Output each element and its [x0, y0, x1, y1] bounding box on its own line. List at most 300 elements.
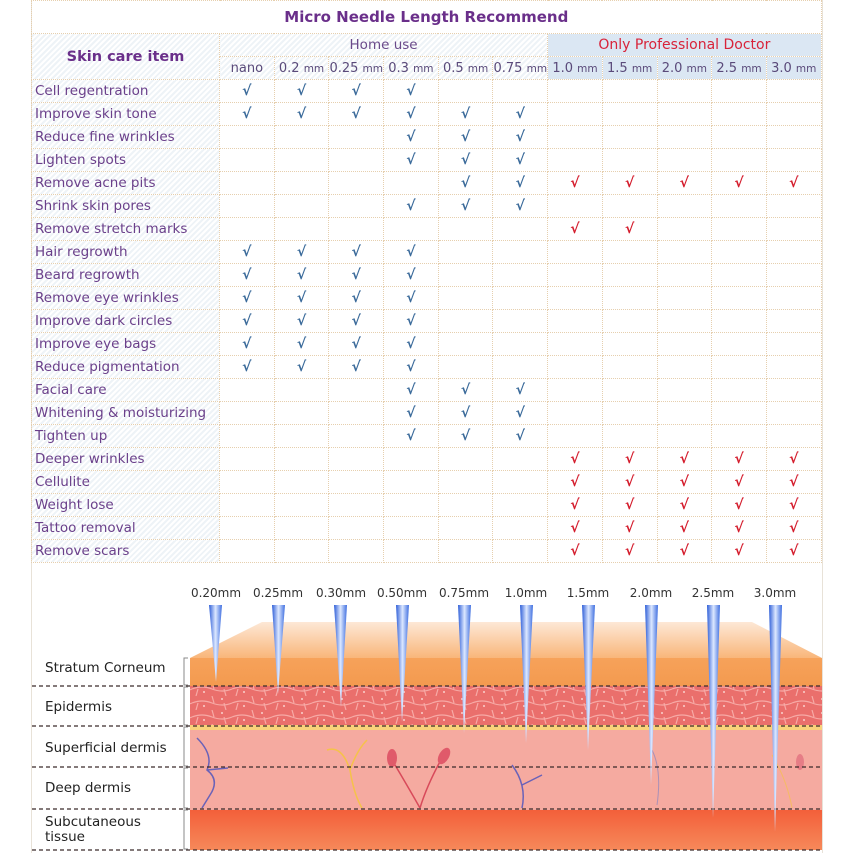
table-row	[32, 333, 822, 356]
empty-cell	[602, 80, 657, 103]
empty-cell	[384, 471, 439, 494]
empty-cell	[438, 494, 493, 517]
needle-length-label: 3.0mm	[753, 586, 797, 600]
empty-cell	[274, 448, 329, 471]
needle-size-unit: mm	[686, 62, 707, 75]
needle-size-header	[384, 57, 439, 80]
empty-cell	[548, 149, 603, 172]
check-mark-icon: √	[493, 103, 548, 126]
empty-cell	[274, 517, 329, 540]
table-row	[32, 287, 822, 310]
empty-cell	[274, 471, 329, 494]
professional-header: Only Professional Doctor	[548, 34, 822, 57]
needle-length-label: 2.0mm	[629, 586, 673, 600]
empty-cell	[438, 517, 493, 540]
check-mark-icon: √	[274, 333, 329, 356]
empty-cell	[220, 172, 275, 195]
empty-cell	[493, 494, 548, 517]
empty-cell	[493, 218, 548, 241]
empty-cell	[438, 287, 493, 310]
check-mark-icon: √	[493, 402, 548, 425]
empty-cell	[329, 494, 384, 517]
empty-cell	[438, 333, 493, 356]
check-mark-icon: √	[438, 103, 493, 126]
empty-cell	[548, 195, 603, 218]
empty-cell	[712, 310, 767, 333]
empty-cell	[329, 149, 384, 172]
skin-care-item-label: Cellulite	[32, 471, 220, 494]
empty-cell	[274, 218, 329, 241]
check-mark-icon: √	[329, 333, 384, 356]
check-mark-icon: √	[384, 149, 439, 172]
check-mark-icon: √	[712, 540, 767, 563]
empty-cell	[766, 310, 821, 333]
skin-care-item-label: Facial care	[32, 379, 220, 402]
table-row	[32, 172, 822, 195]
needle-size-unit: mm	[795, 62, 817, 75]
empty-cell	[712, 218, 767, 241]
empty-cell	[220, 218, 275, 241]
check-mark-icon: √	[438, 425, 493, 448]
table-row	[32, 126, 822, 149]
needle-size-unit: mm	[741, 62, 762, 75]
empty-cell	[548, 287, 603, 310]
empty-cell	[766, 425, 821, 448]
table-row	[32, 494, 822, 517]
empty-cell	[712, 356, 767, 379]
empty-cell	[493, 80, 548, 103]
check-mark-icon: √	[766, 471, 821, 494]
empty-cell	[384, 448, 439, 471]
needle-size-unit: mm	[362, 62, 383, 75]
check-mark-icon: √	[274, 310, 329, 333]
empty-cell	[657, 310, 712, 333]
empty-cell	[766, 218, 821, 241]
empty-cell	[493, 310, 548, 333]
check-mark-icon: √	[548, 172, 603, 195]
check-mark-icon: √	[384, 379, 439, 402]
check-mark-icon: √	[274, 80, 329, 103]
needle-size-value: 0.3	[388, 60, 409, 76]
empty-cell	[329, 471, 384, 494]
needle-length-label: 1.5mm	[566, 586, 610, 600]
needle-size-value: 0.5	[442, 60, 464, 76]
empty-cell	[712, 379, 767, 402]
skin-care-item-label: Remove stretch marks	[32, 218, 220, 241]
needle-length-label: 0.50mm	[376, 586, 428, 600]
table-row	[32, 356, 822, 379]
needle-size-unit: mm	[413, 62, 434, 75]
needle-size-header	[329, 57, 384, 80]
check-mark-icon: √	[493, 126, 548, 149]
empty-cell	[274, 126, 329, 149]
empty-cell	[220, 126, 275, 149]
empty-cell	[384, 494, 439, 517]
home-use-header: Home use	[220, 34, 548, 57]
empty-cell	[220, 540, 275, 563]
empty-cell	[438, 241, 493, 264]
check-mark-icon: √	[712, 517, 767, 540]
empty-cell	[657, 149, 712, 172]
table-row	[32, 517, 822, 540]
layer-label-superficial-dermis: Superficial dermis	[45, 740, 167, 756]
empty-cell	[657, 333, 712, 356]
skin-care-item-label: Improve eye bags	[32, 333, 220, 356]
empty-cell	[384, 517, 439, 540]
empty-cell	[766, 195, 821, 218]
needle-size-header	[493, 57, 548, 80]
empty-cell	[548, 425, 603, 448]
empty-cell	[220, 402, 275, 425]
empty-cell	[493, 241, 548, 264]
needle-size-value: 0.25	[329, 60, 359, 76]
table-row	[32, 402, 822, 425]
empty-cell	[329, 195, 384, 218]
skin-care-item-header: Skin care item	[32, 34, 220, 80]
needle-size-value: 1.0	[552, 60, 573, 76]
empty-cell	[384, 218, 439, 241]
check-mark-icon: √	[657, 471, 712, 494]
skin-care-item-label: Weight lose	[32, 494, 220, 517]
check-mark-icon: √	[548, 448, 603, 471]
check-mark-icon: √	[384, 241, 439, 264]
check-mark-icon: √	[602, 448, 657, 471]
check-mark-icon: √	[766, 540, 821, 563]
table-row	[32, 218, 822, 241]
empty-cell	[766, 126, 821, 149]
empty-cell	[766, 264, 821, 287]
empty-cell	[657, 287, 712, 310]
empty-cell	[657, 241, 712, 264]
layer-label-epidermis: Epidermis	[45, 699, 112, 715]
needle-size-unit: mm	[467, 62, 489, 75]
skin-care-item-label: Improve skin tone	[32, 103, 220, 126]
table-row	[32, 80, 822, 103]
check-mark-icon: √	[384, 333, 439, 356]
needle-size-unit: mm	[577, 62, 598, 75]
check-mark-icon: √	[712, 471, 767, 494]
check-mark-icon: √	[548, 494, 603, 517]
needle-size-value: 0.2	[278, 60, 300, 76]
table-row	[32, 149, 822, 172]
check-mark-icon: √	[657, 540, 712, 563]
skin-care-item-label: Whitening & moisturizing	[32, 402, 220, 425]
empty-cell	[329, 172, 384, 195]
empty-cell	[329, 448, 384, 471]
check-mark-icon: √	[329, 80, 384, 103]
skin-care-item-label: Shrink skin pores	[32, 195, 220, 218]
empty-cell	[274, 425, 329, 448]
needle-size-value: 0.75	[493, 60, 523, 76]
check-mark-icon: √	[220, 356, 275, 379]
empty-cell	[602, 149, 657, 172]
skin-care-item-label: Reduce pigmentation	[32, 356, 220, 379]
empty-cell	[220, 517, 275, 540]
skin-care-item-label: Hair regrowth	[32, 241, 220, 264]
empty-cell	[712, 195, 767, 218]
empty-cell	[657, 126, 712, 149]
needle-size-unit: mm	[526, 62, 548, 75]
check-mark-icon: √	[602, 172, 657, 195]
check-mark-icon: √	[329, 241, 384, 264]
check-mark-icon: √	[384, 80, 439, 103]
empty-cell	[602, 356, 657, 379]
empty-cell	[220, 195, 275, 218]
empty-cell	[438, 80, 493, 103]
check-mark-icon: √	[548, 540, 603, 563]
empty-cell	[657, 264, 712, 287]
check-mark-icon: √	[438, 195, 493, 218]
check-mark-icon: √	[766, 448, 821, 471]
check-mark-icon: √	[384, 264, 439, 287]
empty-cell	[712, 287, 767, 310]
empty-cell	[766, 241, 821, 264]
empty-cell	[548, 103, 603, 126]
skin-care-item-label: Deeper wrinkles	[32, 448, 220, 471]
check-mark-icon: √	[274, 356, 329, 379]
empty-cell	[438, 471, 493, 494]
layer-label-stratum-corneum: Stratum Corneum	[45, 660, 166, 676]
needle-size-unit: mm	[631, 62, 653, 75]
empty-cell	[712, 241, 767, 264]
empty-cell	[602, 287, 657, 310]
needle-length-label: 2.5mm	[691, 586, 735, 600]
empty-cell	[548, 241, 603, 264]
needle-length-label: 0.30mm	[315, 586, 367, 600]
needle-length-label: 1.0mm	[504, 586, 548, 600]
check-mark-icon: √	[220, 80, 275, 103]
empty-cell	[438, 448, 493, 471]
check-mark-icon: √	[493, 172, 548, 195]
empty-cell	[766, 356, 821, 379]
needle-size-header	[220, 57, 275, 80]
check-mark-icon: √	[602, 494, 657, 517]
empty-cell	[657, 80, 712, 103]
needle-length-table	[31, 0, 822, 563]
layer-label-subcutaneous-tissue: Subcutaneous tissue	[45, 814, 141, 845]
check-mark-icon: √	[712, 172, 767, 195]
empty-cell	[548, 356, 603, 379]
check-mark-icon: √	[220, 333, 275, 356]
needle-size-value: 2.5	[716, 60, 738, 76]
check-mark-icon: √	[766, 517, 821, 540]
empty-cell	[766, 287, 821, 310]
empty-cell	[766, 149, 821, 172]
check-mark-icon: √	[329, 103, 384, 126]
needle-size-header	[766, 57, 821, 80]
empty-cell	[329, 540, 384, 563]
empty-cell	[220, 448, 275, 471]
check-mark-icon: √	[329, 356, 384, 379]
empty-cell	[712, 425, 767, 448]
empty-cell	[766, 333, 821, 356]
empty-cell	[274, 195, 329, 218]
empty-cell	[766, 103, 821, 126]
check-mark-icon: √	[438, 402, 493, 425]
table-row	[32, 310, 822, 333]
needle-size-value: 1.5	[607, 60, 628, 76]
empty-cell	[602, 195, 657, 218]
check-mark-icon: √	[766, 172, 821, 195]
empty-cell	[384, 172, 439, 195]
empty-cell	[493, 333, 548, 356]
empty-cell	[602, 310, 657, 333]
chart-title: Micro Needle Length Recommend	[32, 1, 822, 34]
empty-cell	[712, 264, 767, 287]
empty-cell	[712, 402, 767, 425]
empty-cell	[438, 310, 493, 333]
skin-care-item-label: Improve dark circles	[32, 310, 220, 333]
empty-cell	[712, 149, 767, 172]
check-mark-icon: √	[384, 195, 439, 218]
empty-cell	[657, 103, 712, 126]
check-mark-icon: √	[220, 287, 275, 310]
check-mark-icon: √	[493, 379, 548, 402]
check-mark-icon: √	[274, 287, 329, 310]
needle-size-unit: mm	[303, 62, 325, 75]
empty-cell	[548, 333, 603, 356]
empty-cell	[329, 126, 384, 149]
empty-cell	[657, 195, 712, 218]
needle-length-label: 0.20mm	[190, 586, 242, 600]
empty-cell	[329, 218, 384, 241]
empty-cell	[274, 149, 329, 172]
check-mark-icon: √	[274, 241, 329, 264]
empty-cell	[602, 103, 657, 126]
table-row	[32, 195, 822, 218]
needle-size-value: 3.0	[771, 60, 792, 76]
empty-cell	[438, 540, 493, 563]
check-mark-icon: √	[548, 517, 603, 540]
check-mark-icon: √	[657, 448, 712, 471]
check-mark-icon: √	[329, 264, 384, 287]
check-mark-icon: √	[220, 241, 275, 264]
check-mark-icon: √	[220, 310, 275, 333]
empty-cell	[274, 402, 329, 425]
empty-cell	[493, 517, 548, 540]
empty-cell	[548, 310, 603, 333]
needle-size-value: 2.0	[661, 60, 683, 76]
check-mark-icon: √	[438, 172, 493, 195]
skin-care-item-label: Beard regrowth	[32, 264, 220, 287]
check-mark-icon: √	[493, 149, 548, 172]
skin-care-item-label: Remove eye wrinkles	[32, 287, 220, 310]
empty-cell	[657, 425, 712, 448]
skin-layer-diagram	[32, 570, 822, 853]
empty-cell	[766, 379, 821, 402]
skin-care-item-label: Tighten up	[32, 425, 220, 448]
empty-cell	[493, 448, 548, 471]
skin-cross-section-illustration	[32, 570, 822, 853]
needle-length-label: 0.25mm	[252, 586, 304, 600]
check-mark-icon: √	[712, 448, 767, 471]
check-mark-icon: √	[329, 287, 384, 310]
skin-care-item-label: Cell regentration	[32, 80, 220, 103]
empty-cell	[438, 218, 493, 241]
needle-size-header	[602, 57, 657, 80]
empty-cell	[274, 379, 329, 402]
check-mark-icon: √	[384, 425, 439, 448]
skin-care-item-label: Reduce fine wrinkles	[32, 126, 220, 149]
empty-cell	[548, 80, 603, 103]
empty-cell	[602, 241, 657, 264]
table-row	[32, 241, 822, 264]
check-mark-icon: √	[220, 264, 275, 287]
needle-size-header	[438, 57, 493, 80]
table-row	[32, 471, 822, 494]
empty-cell	[493, 471, 548, 494]
check-mark-icon: √	[274, 103, 329, 126]
empty-cell	[438, 356, 493, 379]
needle-size-header	[657, 57, 712, 80]
check-mark-icon: √	[493, 425, 548, 448]
check-mark-icon: √	[548, 471, 603, 494]
check-mark-icon: √	[274, 264, 329, 287]
table-row	[32, 448, 822, 471]
needle-size-header	[712, 57, 767, 80]
check-mark-icon: √	[493, 195, 548, 218]
table-row	[32, 379, 822, 402]
empty-cell	[766, 80, 821, 103]
empty-cell	[712, 103, 767, 126]
empty-cell	[548, 126, 603, 149]
empty-cell	[657, 218, 712, 241]
empty-cell	[602, 402, 657, 425]
table-row	[32, 264, 822, 287]
check-mark-icon: √	[438, 379, 493, 402]
check-mark-icon: √	[384, 103, 439, 126]
needle-size-value: nano	[230, 60, 264, 76]
empty-cell	[493, 356, 548, 379]
skin-care-item-label: Lighten spots	[32, 149, 220, 172]
check-mark-icon: √	[438, 126, 493, 149]
empty-cell	[329, 379, 384, 402]
empty-cell	[548, 402, 603, 425]
empty-cell	[657, 379, 712, 402]
empty-cell	[712, 80, 767, 103]
empty-cell	[493, 540, 548, 563]
skin-care-item-label: Tattoo removal	[32, 517, 220, 540]
needle-size-header	[548, 57, 603, 80]
empty-cell	[657, 402, 712, 425]
empty-cell	[602, 425, 657, 448]
empty-cell	[493, 264, 548, 287]
empty-cell	[657, 356, 712, 379]
needle-size-header	[274, 57, 329, 80]
empty-cell	[384, 540, 439, 563]
check-mark-icon: √	[384, 356, 439, 379]
check-mark-icon: √	[329, 310, 384, 333]
table-row	[32, 540, 822, 563]
empty-cell	[220, 379, 275, 402]
check-mark-icon: √	[602, 517, 657, 540]
empty-cell	[329, 425, 384, 448]
check-mark-icon: √	[220, 103, 275, 126]
empty-cell	[220, 149, 275, 172]
empty-cell	[602, 264, 657, 287]
empty-cell	[602, 379, 657, 402]
empty-cell	[329, 402, 384, 425]
empty-cell	[493, 287, 548, 310]
empty-cell	[220, 494, 275, 517]
empty-cell	[438, 264, 493, 287]
check-mark-icon: √	[384, 287, 439, 310]
empty-cell	[274, 172, 329, 195]
empty-cell	[220, 471, 275, 494]
check-mark-icon: √	[657, 517, 712, 540]
skin-care-item-label: Remove scars	[32, 540, 220, 563]
check-mark-icon: √	[602, 540, 657, 563]
